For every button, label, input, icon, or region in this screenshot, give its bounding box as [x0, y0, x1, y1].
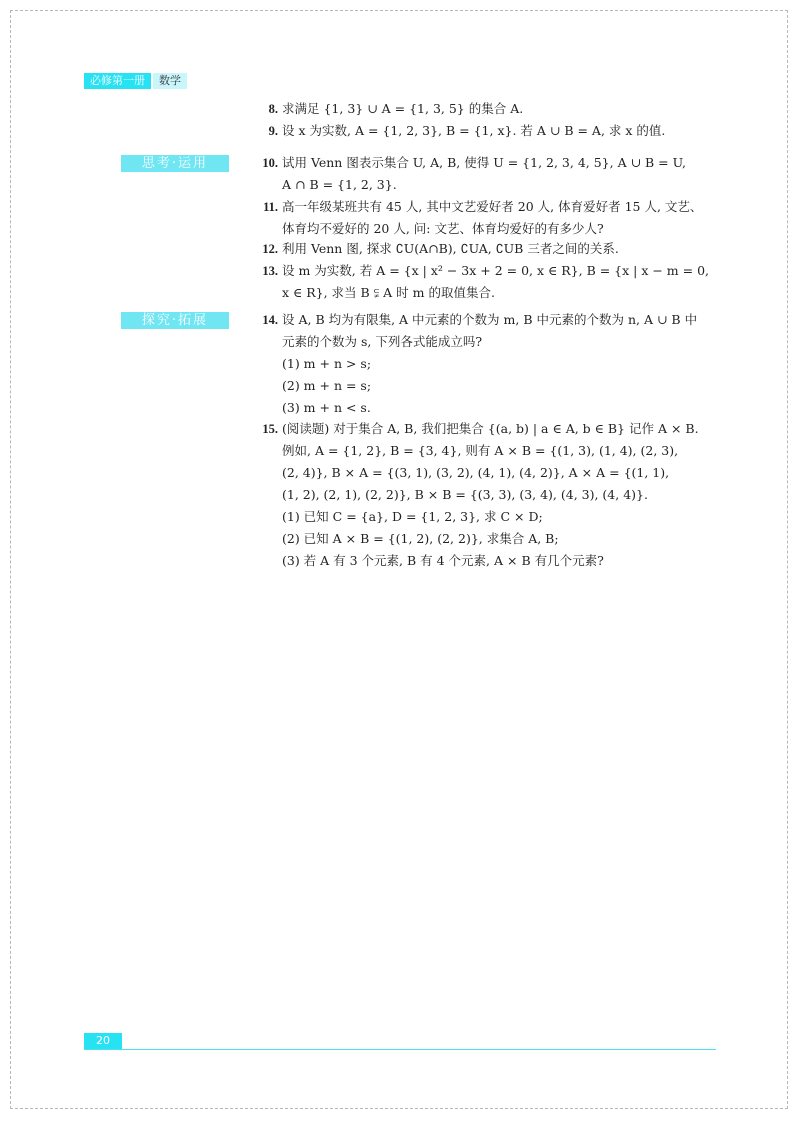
sub-question-1: (1) m + n > s; — [282, 356, 372, 371]
problem-15 — [252, 418, 722, 572]
problem-text: (阅读题) 对于集合 A, B, 我们把集合 {(a, b) | a ∈ A, b ∈ B} 记作 A × B. — [282, 421, 699, 436]
problem-number: 14. — [262, 313, 278, 327]
problem-text: 设 m 为实数, 若 A = {x | x² − 3x + 2 = 0, x ∈ R}, B = {x | x − m = 0, — [282, 263, 710, 278]
header-book-label: 必修第一册 — [84, 73, 151, 89]
problem-text: 设 A, B 均为有限集, A 中元素的个数为 m, B 中元素的个数为 n, A ∪ B 中 — [282, 312, 698, 327]
problem-14 — [252, 309, 722, 419]
header-subject-label: 数学 — [153, 73, 187, 89]
problem-text: 元素的个数为 s, 下列各式能成立吗? — [282, 334, 483, 349]
footer-rule — [84, 1049, 716, 1050]
problem-text: A ∩ B = {1, 2, 3}. — [282, 177, 397, 192]
problem-text: 设 x 为实数, A = {1, 2, 3}, B = {1, x}. 若 A ∪ B = A, 求 x 的值. — [282, 123, 666, 138]
problem-text: 体育均不爱好的 20 人, 问: 文艺、体育均爱好的有多少人? — [282, 221, 604, 236]
problem-text: (2, 4)}, B × A = {(3, 1), (3, 2), (4, 1), (4, 2)}, A × A = {(1, 1), — [282, 465, 670, 480]
problem-10 — [252, 152, 722, 196]
running-header — [84, 73, 187, 89]
sub-question-2: (2) 已知 A × B = {(1, 2), (2, 2)}, 求集合 A, B; — [282, 531, 559, 546]
problem-8 — [252, 98, 722, 120]
problem-11 — [252, 196, 722, 240]
section-tag-think-apply: 思考·运用 — [121, 155, 229, 172]
problem-number: 10. — [262, 156, 278, 170]
problem-text: (1, 2), (2, 1), (2, 2)}, B × B = {(3, 3), (3, 4), (4, 3), (4, 4)}. — [282, 487, 648, 502]
problem-text: 例如, A = {1, 2}, B = {3, 4}, 则有 A × B = {(1, 3), (1, 4), (2, 3), — [282, 443, 679, 458]
sub-question-1: (1) 已知 C = {a}, D = {1, 2, 3}, 求 C × D; — [282, 509, 543, 524]
problem-9 — [252, 120, 722, 142]
problem-number: 13. — [262, 264, 278, 278]
problem-text: 高一年级某班共有 45 人, 其中文艺爱好者 20 人, 体育爱好者 15 人, 文艺、 — [282, 199, 703, 214]
page-number: 20 — [84, 1033, 122, 1049]
problem-13 — [252, 260, 722, 304]
problem-number: 11. — [263, 200, 278, 214]
problem-text: 利用 Venn 图, 探求 ∁U(A∩B), ∁UA, ∁UB 三者之间的关系. — [282, 241, 619, 256]
problem-number: 15. — [262, 422, 278, 436]
problem-12 — [252, 238, 722, 260]
sub-question-2: (2) m + n = s; — [282, 378, 372, 393]
section-tag-explore-extend: 探究·拓展 — [121, 312, 229, 329]
problem-number: 9. — [268, 124, 278, 138]
problem-number: 8. — [268, 102, 278, 116]
sub-question-3: (3) 若 A 有 3 个元素, B 有 4 个元素, A × B 有几个元素? — [282, 553, 604, 568]
problem-text: 求满足 {1, 3} ∪ A = {1, 3, 5} 的集合 A. — [282, 101, 524, 116]
problem-text: x ∈ R}, 求当 B ⫋ A 时 m 的取值集合. — [282, 285, 495, 300]
sub-question-3: (3) m + n < s. — [282, 400, 371, 415]
problem-text: 试用 Venn 图表示集合 U, A, B, 使得 U = {1, 2, 3, 4, 5}, A ∪ B = U, — [282, 155, 686, 170]
problem-number: 12. — [262, 242, 278, 256]
